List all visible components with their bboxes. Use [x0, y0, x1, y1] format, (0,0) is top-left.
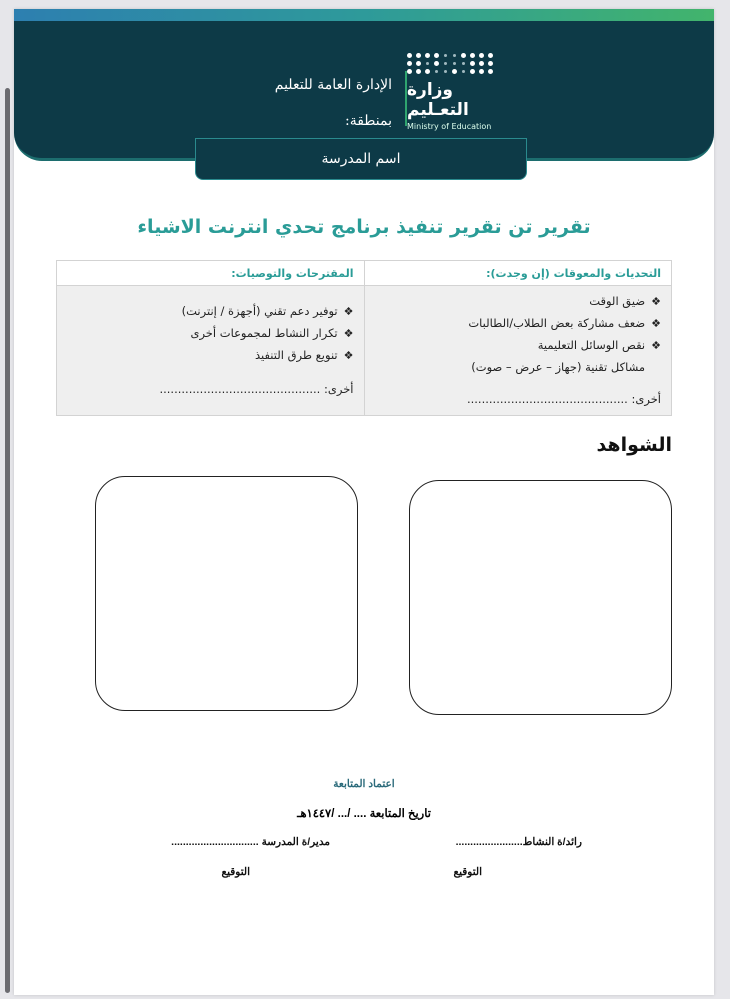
principal-field: مدير/ة المدرسة .............................. [171, 836, 330, 848]
signature-label: التوقيع [221, 866, 250, 878]
bullet-icon: ❖ [343, 327, 354, 340]
activity-leader-field: رائد/ة النشاط....................... [455, 836, 582, 848]
list-item: ❖ضيق الوقت [589, 294, 661, 308]
approval-heading: اعتماد المتابعة [333, 778, 395, 790]
signature-label: التوقيع [453, 866, 482, 878]
bullet-icon: ❖ [343, 349, 354, 362]
logo-dots-icon [407, 53, 507, 74]
gradient-bar [14, 9, 714, 21]
challenges-cell [364, 286, 672, 416]
bullet-icon: ❖ [651, 339, 661, 352]
bullet-icon: ❖ [343, 305, 354, 318]
divider [405, 71, 407, 126]
scrollbar[interactable] [5, 88, 10, 993]
other-field: أخرى: ............................................ [159, 382, 354, 396]
list-item: ❖تنويع طرق التنفيذ [254, 348, 354, 362]
suggestions-heading: المقترحات والتوصيات: [57, 261, 365, 286]
logo-english: Ministry of Education [407, 122, 492, 131]
challenges-heading: التحديات والمعوقات (إن وجدت): [364, 261, 672, 286]
bullet-icon: ❖ [651, 317, 661, 330]
report-title: تقرير تن تقرير تنفيذ برنامج تحدي انترنت الاشياء [137, 216, 591, 238]
list-item: ❖نقص الوسائل التعليمية [537, 338, 661, 352]
list-item: مشاكل تقنية (جهاز – عرض – صوت) [471, 360, 645, 374]
evidence-heading: الشواهد [596, 434, 672, 456]
list-item: ❖تكرار النشاط لمجموعات أخرى [190, 326, 354, 340]
suggestions-cell [57, 286, 365, 416]
department-name: الإدارة العامة للتعليم [274, 77, 392, 93]
logo-arabic: وزارة التعـليم [407, 80, 469, 120]
approval-date: تاريخ المتابعة .... /... /١٤٤٧هـ [297, 808, 431, 820]
evidence-box [95, 476, 358, 711]
challenges-table [56, 260, 672, 416]
evidence-box [409, 480, 672, 715]
bullet-icon: ❖ [651, 295, 661, 308]
document-page [14, 9, 714, 995]
list-item: ❖توفير دعم تقني (أجهزة / إنترنت) [181, 304, 354, 318]
other-field: أخرى: ............................................ [466, 392, 661, 406]
list-item: ❖ضعف مشاركة بعض الطلاب/الطالبات [468, 316, 661, 330]
ministry-logo [407, 53, 507, 133]
school-name-box: اسم المدرسة [195, 138, 527, 180]
region-label: بمنطقة: [344, 113, 392, 129]
